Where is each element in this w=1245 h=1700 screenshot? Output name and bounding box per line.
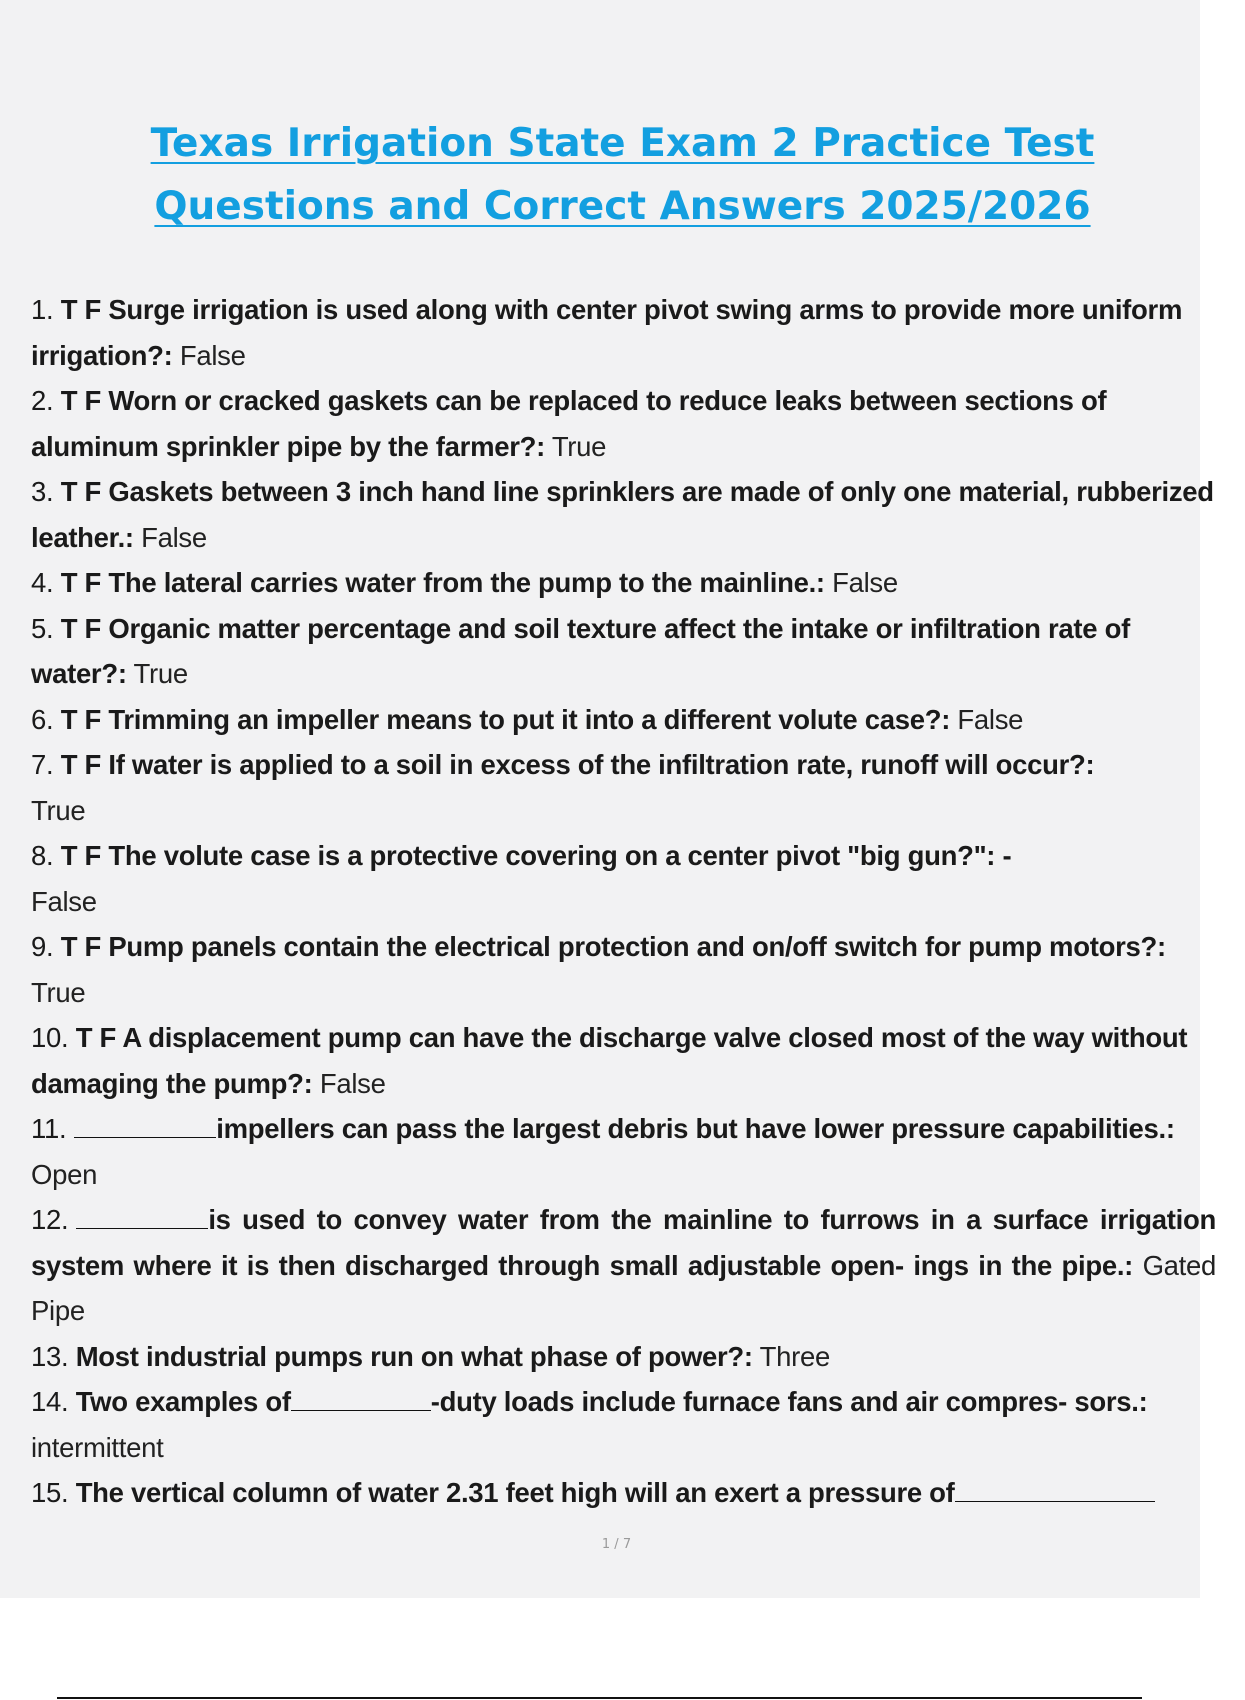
question-text: T F The volute case is a protective covering on a center pivot "big gun?": - <box>60 840 1012 871</box>
question-number: 9. <box>31 931 54 962</box>
question-number: 7. <box>31 749 54 780</box>
question-number: 13. <box>31 1340 69 1372</box>
question-number: 15. <box>31 1477 69 1508</box>
question-text: T F If water is applied to a soil in excess of the infiltration rate, runoff will occur?: <box>60 749 1095 780</box>
question-number: 6. <box>31 703 54 735</box>
answer-text: Open <box>31 1158 98 1190</box>
question-list <box>31 287 1216 1516</box>
question-number: 4. <box>31 567 54 598</box>
question-item-9 <box>31 924 1216 1015</box>
question-number: 14. <box>31 1386 69 1417</box>
answer-blank <box>74 1108 216 1138</box>
answer-blank <box>76 1199 208 1229</box>
answer-text: False <box>319 1067 386 1099</box>
answer-text: Gated Pipe <box>31 1249 1216 1326</box>
question-item-13 <box>31 1334 1216 1380</box>
answer-text: False <box>957 703 1024 735</box>
question-text-start: Two examples of <box>75 1386 291 1417</box>
answer-text: True <box>551 430 607 462</box>
question-number: 8. <box>31 840 54 871</box>
question-number: 1. <box>31 294 54 325</box>
question-number: 12. <box>31 1204 69 1235</box>
question-item-7 <box>31 742 1216 833</box>
question-item-8 <box>31 833 1216 924</box>
question-text: T F Trimming an impeller means to put it into a different volute case?: <box>60 703 951 735</box>
question-text: T F The lateral carries water from the pump to the mainline.: <box>60 567 825 598</box>
question-text: is used to convey water from the mainline to furrows in a surface irrigation system where it is then discharged through small adjustable open- ings in the pipe.: <box>31 1204 1216 1281</box>
page-number: 1 / 7 <box>601 1537 632 1552</box>
question-number: 2. <box>31 385 54 416</box>
question-item-6 <box>31 697 1216 743</box>
answer-text: False <box>179 339 246 371</box>
question-item-1 <box>31 287 1216 378</box>
document-title <box>0 112 1245 238</box>
question-text-end: -duty loads include furnace fans and air compres- sors.: <box>430 1386 1148 1417</box>
answer-text: intermittent <box>31 1431 164 1463</box>
answer-blank <box>291 1381 431 1411</box>
answer-text: False <box>832 567 898 598</box>
question-text: The vertical column of water 2.31 feet high will an exert a pressure of <box>75 1477 955 1508</box>
question-item-15 <box>31 1470 1216 1516</box>
answer-text: False <box>141 521 207 553</box>
answer-text: True <box>133 658 188 689</box>
question-item-3 <box>31 469 1216 560</box>
answer-text: True <box>31 976 86 1008</box>
question-item-11 <box>31 1106 1216 1197</box>
footer-divider <box>57 1697 1142 1699</box>
title-line-1: Texas Irrigation State Exam 2 Practice Test <box>150 121 1095 166</box>
question-text: T F Worn or cracked gaskets can be replaced to reduce leaks between sections of aluminum sprinkler pipe by the farmer?: <box>31 385 1107 462</box>
question-item-12 <box>31 1197 1216 1334</box>
question-item-4 <box>31 560 1216 606</box>
question-item-10 <box>31 1015 1216 1106</box>
question-number: 3. <box>31 476 54 507</box>
question-item-5 <box>31 606 1216 697</box>
question-text: T F A displacement pump can have the discharge valve closed most of the way without damaging the pump?: <box>31 1022 1188 1099</box>
answer-text: True <box>31 794 86 826</box>
question-item-2 <box>31 378 1216 469</box>
question-text: impellers can pass the largest debris but have lower pressure capabilities.: <box>216 1113 1175 1144</box>
answer-text: Three <box>759 1340 830 1372</box>
question-text: T F Organic matter percentage and soil texture affect the intake or infiltration rate of water?: <box>31 612 1130 689</box>
title-line-2: Questions and Correct Answers 2025/2026 <box>154 184 1091 229</box>
question-item-14 <box>31 1379 1216 1470</box>
question-number: 5. <box>31 612 54 644</box>
question-text: T F Pump panels contain the electrical protection and on/off switch for pump motors?: <box>60 931 1166 962</box>
question-number: 11. <box>31 1113 67 1144</box>
question-text: Most industrial pumps run on what phase of power?: <box>75 1340 753 1372</box>
question-number: 10. <box>31 1022 69 1053</box>
question-text: T F Gaskets between 3 inch hand line sprinklers are made of only one material, rubberized leather.: <box>31 476 1214 553</box>
answer-blank <box>955 1472 1155 1502</box>
question-text: T F Surge irrigation is used along with center pivot swing arms to provide more uniform irrigation?: <box>31 294 1183 371</box>
answer-text: False <box>31 885 97 917</box>
